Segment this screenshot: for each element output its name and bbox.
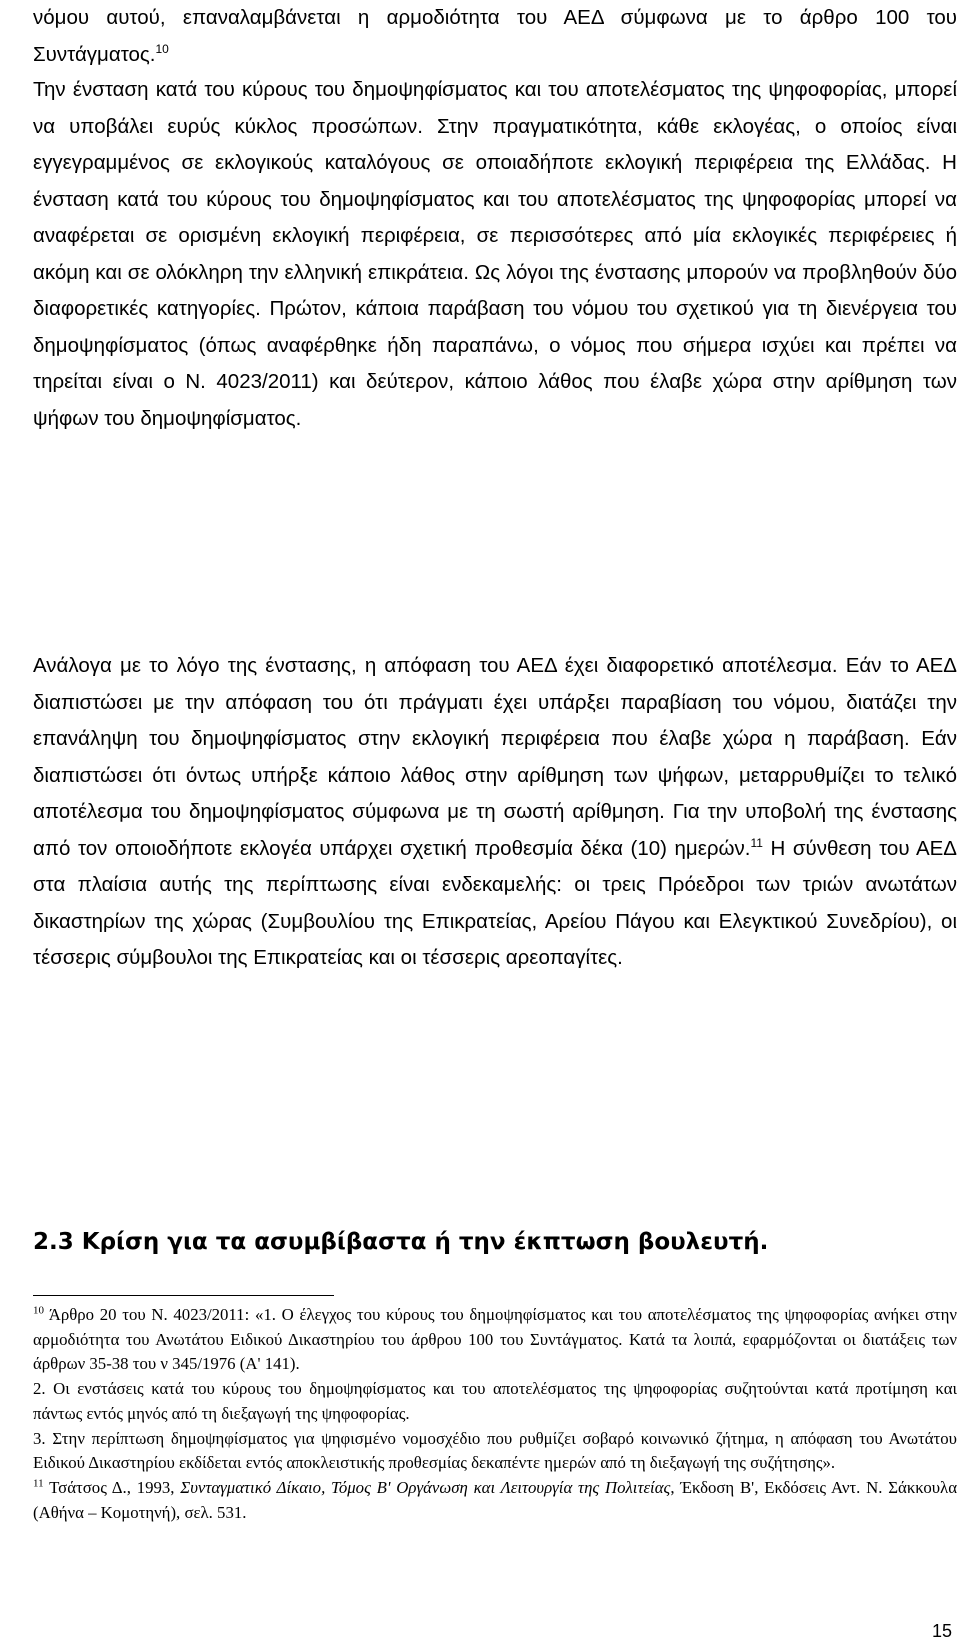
footnote-11	[33, 1476, 957, 1525]
section-heading: 2.3 Κρίση για τα ασυμβίβαστα ή την έκπτωση βουλευτή.	[33, 1229, 769, 1255]
footnote-11-number: 11	[33, 1477, 44, 1490]
footnote-11-title: Συνταγματικό Δίκαιο, Τόμος Β' Οργάνωση και Λειτουργία της Πολιτείας	[180, 1477, 671, 1497]
paragraph-1-text: νόμου αυτού, επαναλαμβάνεται η αρμοδιότητα του ΑΕΔ σύμφωνα με το άρθρο 100 του Συντάγματος.	[33, 6, 957, 66]
footnote-10-number: 10	[33, 1304, 44, 1317]
footnote-10-item-2: 2. Οι ενστάσεις κατά του κύρους του δημοψηφίσματος και του αποτελέσματος της ψηφοφορίας συζητούνται κατά προτίμηση και πάντως εντός μηνός από τη διεξαγωγή της ψηφοφορίας.	[33, 1379, 957, 1423]
footnotes	[33, 1303, 957, 1525]
footnote-ref-10[interactable]: 10	[155, 41, 169, 56]
paragraph-3-text: Ανάλογα με το λόγο της ένστασης, η απόφαση του ΑΕΔ έχει διαφορετικό αποτέλεσμα. Εάν το ΑΕΔ διαπιστώσει με την απόφαση του ότι πράγματι έχει υπάρξει παραβίαση του νόμου, διατάζει την επανάληψη του δημοψηφίσματος στην εκλογική περιφέρεια που έλαβε χώρα η παράβαση. Εάν διαπιστώσει ότι όντως υπήρξε κάποιο λάθος στην αρίθμηση των ψήφων, μεταρρυθμίζει το τελικό αποτέλεσμα του δημοψηφίσματος σύμφωνα με τη σωστή αρίθμηση. Για την υποβολή της ένστασης από τον οποιοδήποτε εκλογέα υπάρχει σχετική προθεσμία δέκα (10) ημερών.	[33, 654, 957, 860]
paragraph-1	[33, 0, 957, 73]
footnote-11-rest: , Έκδοση Β', Εκδόσεις Αντ. Ν. Σάκκουλα (Αθήνα – Κομοτηνή), σελ. 531.	[33, 1477, 957, 1522]
footnote-10	[33, 1303, 957, 1377]
paragraph-2: Την ένσταση κατά του κύρους του δημοψηφίσματος και του αποτελέσματος της ψηφοφορίας, μπορεί να υποβάλει ευρύς κύκλος προσώπων. Στην πραγματικότητα, κάθε εκλογέας, ο οποίος είναι εγγεγραμμένος σε εκλογικούς καταλόγους σε οποιαδήποτε εκλογική περιφέρεια της Ελλάδας. Η ένσταση κατά του κύρους του δημοψηφίσματος και του αποτελέσματος της ψηφοφορίας μπορεί να αναφέρεται σε ορισμένη εκλογική περιφέρεια, σε περισσότερες από μία εκλογικές περιφέρειες ή ακόμη και σε ολόκληρη την ελληνική επικράτεια. Ως λόγοι της ένστασης μπορούν να προβληθούν δύο διαφορετικές κατηγορίες. Πρώτον, κάποια παράβαση του νόμου του σχετικού για τη διενέργεια του δημοψηφίσματος (όπως αναφέρθηκε ήδη παραπάνω, ο νόμος που σήμερα ισχύει και πρέπει να τηρείται είναι ο Ν. 4023/2011) και δεύτερον, κάποιο λάθος που έλαβε χώρα στην αρίθμηση των ψήφων του δημοψηφίσματος.	[33, 78, 957, 430]
paragraph-3-tail: Η σύνθεση του ΑΕΔ στα πλαίσια αυτής της περίπτωσης είναι ενδεκαμελής: οι τρεις Πρόεδροι των τριών ανωτάτων δικαστηρίων της χώρας (Συμβουλίου της Επικρατείας, Αρείου Πάγου και Ελεγκτικού Συνεδρίου), οι τέσσερις σύμβουλοι της Επικρατείας και οι τέσσερις αρεοπαγίτες.	[33, 836, 957, 969]
footnote-11-author: Τσάτσος Δ., 1993,	[43, 1477, 181, 1497]
footnote-ref-11[interactable]: 11	[750, 835, 763, 850]
page-number: 15	[931, 1621, 952, 1641]
footnote-separator	[33, 1295, 334, 1296]
footnote-10-text: Άρθρο 20 του Ν. 4023/2011: «1. Ο έλεγχος του κύρους του δημοψηφίσματος και του αποτελέσματος της ψηφοφορίας ανήκει στην αρμοδιότητα του Ανωτάτου Ειδικού Δικαστηρίου του άρθρου 100 του Συντάγματος. Κατά τα λοιπά, εφαρμόζονται οι διατάξεις των άρθρων 35-38 του ν 345/1976 (Α' 141).	[33, 1305, 957, 1374]
footnote-10-item-3: 3. Στην περίπτωση δημοψηφίσματος για ψηφισμένο νομοσχέδιο που ρυθμίζει σοβαρό κοινωνικό ζήτημα, η απόφαση του Ανωτάτου Ειδικού Δικαστηρίου εκδίδεται εντός αποκλειστικής προθεσμίας δεκαπέντε ημερών από τη διεξαγωγή της συζήτησης».	[33, 1428, 957, 1473]
paragraph-3	[33, 648, 957, 977]
